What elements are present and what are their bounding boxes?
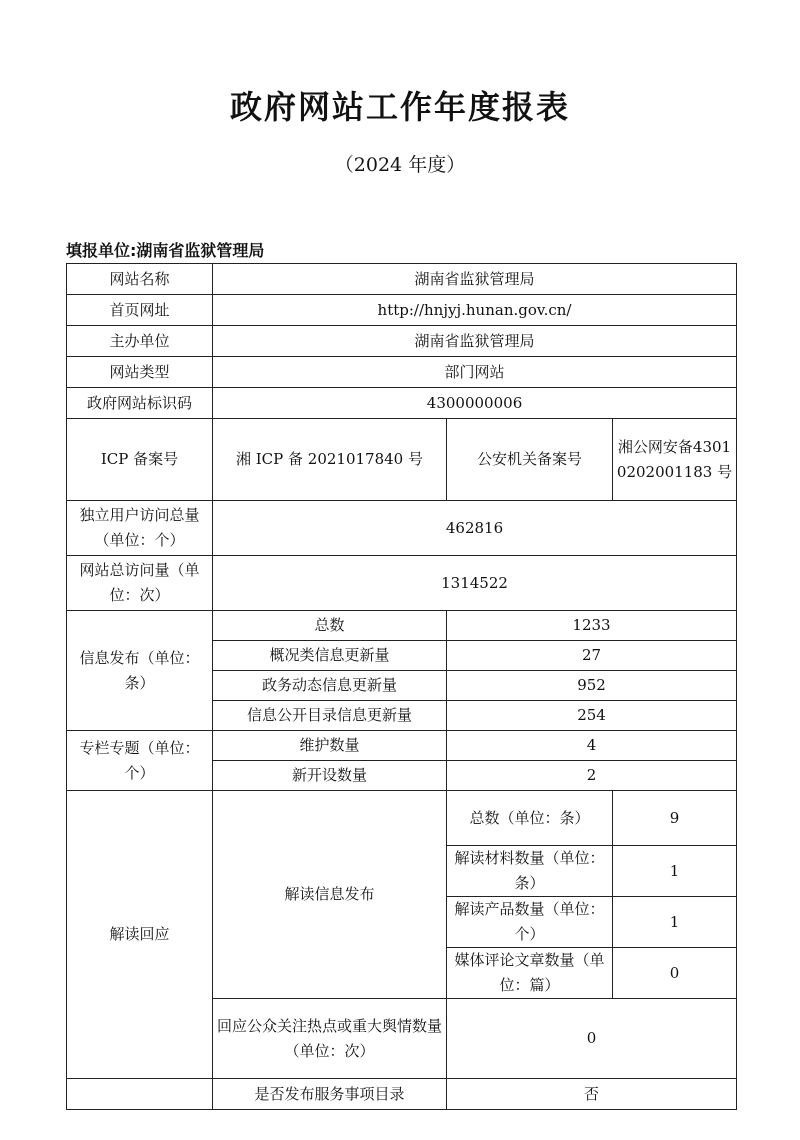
row-site-name <box>67 264 737 295</box>
hotspot-response-label: 回应公众关注热点或重大舆情数量（单位：次） <box>213 999 447 1079</box>
row-service-catalog <box>67 1079 737 1110</box>
interpret-item-label: 解读产品数量（单位：个） <box>447 897 613 948</box>
interpret-item-value: 0 <box>613 948 737 999</box>
special-column-label: 专栏专题（单位：个） <box>67 731 213 791</box>
interpret-response-label: 解读回应 <box>67 791 213 1079</box>
row-column-maintain <box>67 731 737 761</box>
host-value: 湖南省监狱管理局 <box>213 326 737 357</box>
info-item-label: 政务动态信息更新量 <box>213 671 447 701</box>
column-item-value: 4 <box>447 731 737 761</box>
site-type-value: 部门网站 <box>213 357 737 388</box>
site-type-label: 网站类型 <box>67 357 213 388</box>
row-site-type <box>67 357 737 388</box>
gov-id-label: 政府网站标识码 <box>67 388 213 419</box>
icp-value: 湘 ICP 备 2021017840 号 <box>213 419 447 501</box>
info-item-value: 1233 <box>447 611 737 641</box>
column-item-label: 新开设数量 <box>213 761 447 791</box>
unique-visitors-value: 462816 <box>213 501 737 556</box>
unique-visitors-label: 独立用户访问总量（单位：个） <box>67 501 213 556</box>
homepage-label: 首页网址 <box>67 295 213 326</box>
row-total-visits <box>67 556 737 611</box>
info-item-value: 27 <box>447 641 737 671</box>
icp-label: ICP 备案号 <box>67 419 213 501</box>
service-catalog-value: 否 <box>447 1079 737 1110</box>
interpret-item-value: 1 <box>613 897 737 948</box>
row-unique-visitors <box>67 501 737 556</box>
interpret-item-label: 媒体评论文章数量（单位：篇） <box>447 948 613 999</box>
column-item-label: 维护数量 <box>213 731 447 761</box>
police-record-value: 湘公网安备43010202001183 号 <box>613 419 737 501</box>
reporting-unit: 填报单位:湖南省监狱管理局 <box>66 241 265 260</box>
row-host <box>67 326 737 357</box>
site-name-label: 网站名称 <box>67 264 213 295</box>
total-visits-label: 网站总访问量（单位：次） <box>67 556 213 611</box>
page-title: 政府网站工作年度报表 <box>229 88 570 126</box>
service-catalog-blank <box>67 1079 213 1110</box>
total-visits-value: 1314522 <box>213 556 737 611</box>
site-name-value: 湖南省监狱管理局 <box>213 264 737 295</box>
interpret-item-label: 总数（单位：条） <box>447 791 613 846</box>
row-gov-id <box>67 388 737 419</box>
info-item-label: 总数 <box>213 611 447 641</box>
row-info-total <box>67 611 737 641</box>
interpret-item-value: 1 <box>613 846 737 897</box>
row-interpret-total <box>67 791 737 846</box>
info-item-value: 952 <box>447 671 737 701</box>
host-label: 主办单位 <box>67 326 213 357</box>
row-homepage <box>67 295 737 326</box>
interpret-release-label: 解读信息发布 <box>213 791 447 999</box>
homepage-value: http://hnjyj.hunan.gov.cn/ <box>213 295 737 326</box>
service-catalog-label: 是否发布服务事项目录 <box>213 1079 447 1110</box>
report-year: （2024 年度） <box>334 154 466 176</box>
gov-id-value: 4300000006 <box>213 388 737 419</box>
police-record-label: 公安机关备案号 <box>447 419 613 501</box>
info-release-label: 信息发布（单位：条） <box>67 611 213 731</box>
column-item-value: 2 <box>447 761 737 791</box>
annual-report-table <box>66 263 737 1110</box>
info-item-label: 概况类信息更新量 <box>213 641 447 671</box>
info-item-value: 254 <box>447 701 737 731</box>
info-item-label: 信息公开目录信息更新量 <box>213 701 447 731</box>
row-icp <box>67 419 737 501</box>
interpret-item-label: 解读材料数量（单位：条） <box>447 846 613 897</box>
interpret-item-value: 9 <box>613 791 737 846</box>
hotspot-response-value: 0 <box>447 999 737 1079</box>
